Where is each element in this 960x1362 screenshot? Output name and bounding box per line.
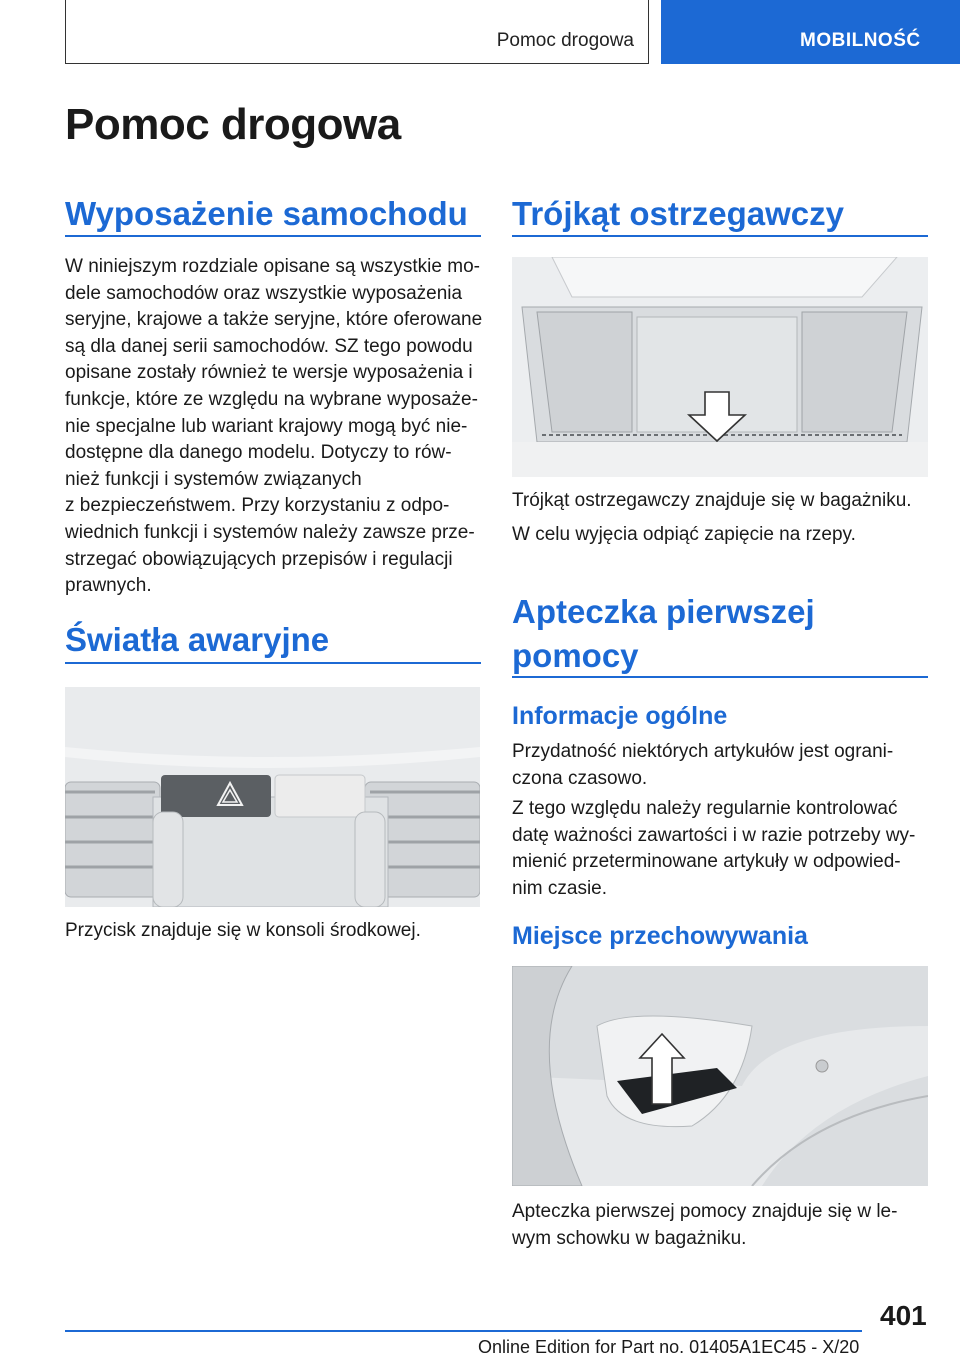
equipment-paragraph [65,254,485,600]
rule-first-aid [512,676,928,678]
chapter-tab[interactable] [661,0,960,64]
rule-equipment [65,235,481,237]
general-info-para2 [512,796,932,902]
rule-triangle [512,235,928,237]
text-line: Z tego względu należy regularnie kontrolować [512,798,898,819]
text-line: datę ważności zawartości i w razie potrzeby wy- [512,824,916,846]
heading-first-aid [512,590,815,678]
text-line: wym schowku w bagażniku. [512,1227,747,1249]
page-number: 401 [880,1300,927,1331]
text-line: W niniejszym rozdziale opisane są wszystkie mo- [65,256,480,277]
text-line: nim czasie. [512,877,608,899]
page-title: Pomoc drogowa [65,100,401,149]
trunk-figure [512,257,928,477]
rule-hazard [65,662,481,664]
footer-rule [65,1330,862,1332]
first-aid-illustration [512,966,928,1186]
text-line: nież funkcji i systemów związanych [65,468,362,490]
text-line: opisane zostały również te wersje wyposażenia i [65,362,473,384]
heading-general-info: Informacje ogólne [512,702,728,730]
heading-hazard-lights: Światła awaryjne [65,621,330,658]
heading-equipment: Wyposażenie samochodu [65,195,468,232]
text-line: wiednich funkcji i systemów należy zawsze prze- [65,521,475,543]
text-line: Apteczka pierwszej pomocy znajduje się w le- [512,1201,898,1222]
text-line: prawnych. [65,575,152,597]
first-aid-figure [512,966,928,1186]
console-illustration [65,687,480,907]
text-line: funkcje, które ze względu na wybrane wyposaże- [65,388,478,410]
storage-caption [512,1199,932,1252]
general-info-para1 [512,739,932,792]
triangle-removal-text: W celu wyjęcia odpiąć zapięcie na rzepy. [512,524,856,545]
text-line: seryjne, krajowe a także seryjne, które oferowane [65,309,483,331]
triangle-location-text: Trójkąt ostrzegawczy znajduje się w bagażniku. [512,490,912,511]
text-line: dele samochodów oraz wszystkie wyposażenia [65,282,463,304]
text-line: są dla danej serii samochodów. SZ tego powodu [65,335,473,357]
heading-warning-triangle: Trójkąt ostrzegawczy [512,195,844,232]
header-section-title: Pomoc drogowa [496,30,634,51]
text-line: czona czasowo. [512,767,648,789]
edition-note: Online Edition for Part no. 01405A1EC45 - X/20 [478,1337,860,1357]
console-figure [65,687,480,907]
chapter-tab-label: MOBILNOŚĆ [800,30,921,51]
text-line: dostępne dla danego modelu. Dotyczy to rów- [65,442,452,464]
trunk-illustration [512,257,928,477]
text-line: nie specjalne lub wariant krajowy mogą być nie- [65,415,468,437]
text-line: strzegać obowiązujących przepisów i regulacji [65,548,453,570]
heading-line: Apteczka pierwszej [512,593,815,630]
heading-storage-location: Miejsce przechowywania [512,922,808,950]
heading-line: pomocy [512,637,639,674]
text-line: z bezpieczeństwem. Przy korzystaniu z odpo- [65,495,450,517]
hazard-caption: Przycisk znajduje się w konsoli środkowej. [65,920,421,941]
text-line: mienić przeterminowane artykuły w odpowied- [512,851,901,873]
text-line: Przydatność niektórych artykułów jest ograni- [512,741,894,762]
header-box [65,0,649,64]
